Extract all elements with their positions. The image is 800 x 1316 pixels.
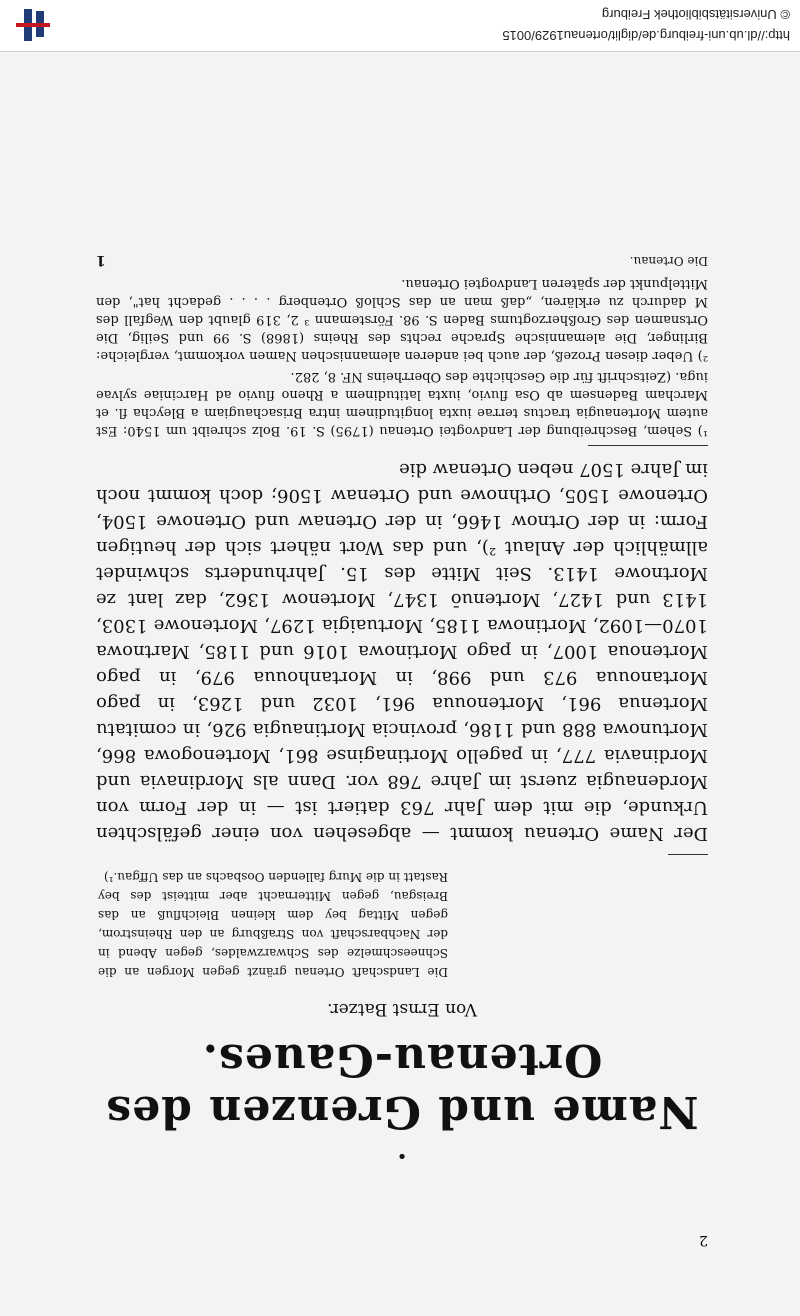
- footnote: ²) Ueber diesen Prozeß, der auch bei anderen alemannischen Namen vorkommt, vergleiche: Birlinger, Die alemannische Sprache rechts des Rheins (1868) S. 99 und Seilig, Die Ortsnamen des Großherzogtums Baden S. 98. Förstemann ³ 2, 319 glaubt den Wegfall des M dadurch zu erklären, „daß man an das Schloß Ortenberg . . . . gedacht hat", den Mittelpunkt der späteren Landvogtei Ortenau.: [96, 276, 708, 363]
- page-number: 2: [699, 1232, 708, 1248]
- viewer-header: [0, 0, 800, 52]
- copyright-notice: © Universitätsbibliothek Freiburg: [601, 7, 790, 23]
- footnote: ¹) Sehem, Beschreibung der Landvogtei Ortenau (1795) S. 19. Bolz schreibt um 1540: Est autem Mortenaugia tractus terrae iuxta longitudinem intra Brisachaugiam a Bleycha fl. et Marcham Badensem ab Osa fluvio, iuxta latitudinem a Rheno fluvio ad Harciniae sylvae iuga. (Zeitschrift für die Geschichte des Oberrheins NF. 8, 282.: [96, 369, 708, 438]
- section-divider: [668, 854, 708, 855]
- motto-quote: Die Landschaft Ortenau gränzt gegen Morgen an die Schneeschmelze des Schwarzwaldes, gegen Abend in der Nachbarschaft von Straßburg an den Rheinstrom, gegen Mittag bey dem kleinen Bleichfluß an das Breisgau, gegen Mitternacht aber mitteist des bey Rastatt in die Murg fallenden Oosbachs an das Uffgau.¹): [98, 870, 448, 979]
- page-footer: [96, 252, 708, 268]
- article: [96, 252, 708, 1166]
- body-paragraph: Der Name Ortenau kommt — abgesehen von einer gefälschten Urkunde, die mit dem Jahr 763 datiert ist — in der Form von Mordenaugia zuerst im Jahre 768 vor. Dann als Mordinavia und Mordinavia 777, in pagello Mortinaginse 861, Mortenogowa 866, Mortunowa 888 und 1186, provincia Mortinaugia 926, in comitatu Mortenua 961, Mortenouua 961, 1032 und 1263, in pago Mortanouua 973 und 998, in Mortanhouua 979, in pago Mortenoua 1007, in pago Mortinowa 1016 und 1185, Martnowa 1070—1092, Mortinowa 1185, Mortuaigia 1297, Mortenowe 1303, 1413 und 1427, Mortenuō 1347, Mortenow 1362, daz lant ze Mortnowe 1413. Seit Mitte des 15. Jahrhunderts schwindet allmählich der Anlaut ²), und das Wort nähert sich der heutigen Form: in der Ortnow 1466, in der Ortenaw und Ortenowe 1504, Ortenowe 1505, Orthnowe und Ortenaw 1506; doch kommt noch im Jahre 1507 neben Ortenaw die: [96, 459, 708, 844]
- university-logo-icon[interactable]: [10, 6, 50, 46]
- ornament-dot: •: [396, 1145, 408, 1166]
- article-author: Von Ernst Batzer.: [327, 999, 477, 1019]
- footnote-divider: [588, 445, 708, 446]
- header-text: [502, 8, 790, 44]
- page-url[interactable]: http://dl.ub.uni-freiburg.de/diglit/ortenau1929/0015: [502, 28, 790, 44]
- signature-mark: Die Ortenau.: [629, 254, 708, 268]
- article-title: Name und Grenzen des Ortenau-Gaues.: [105, 1034, 699, 1137]
- footer-page-number: 1: [96, 252, 106, 268]
